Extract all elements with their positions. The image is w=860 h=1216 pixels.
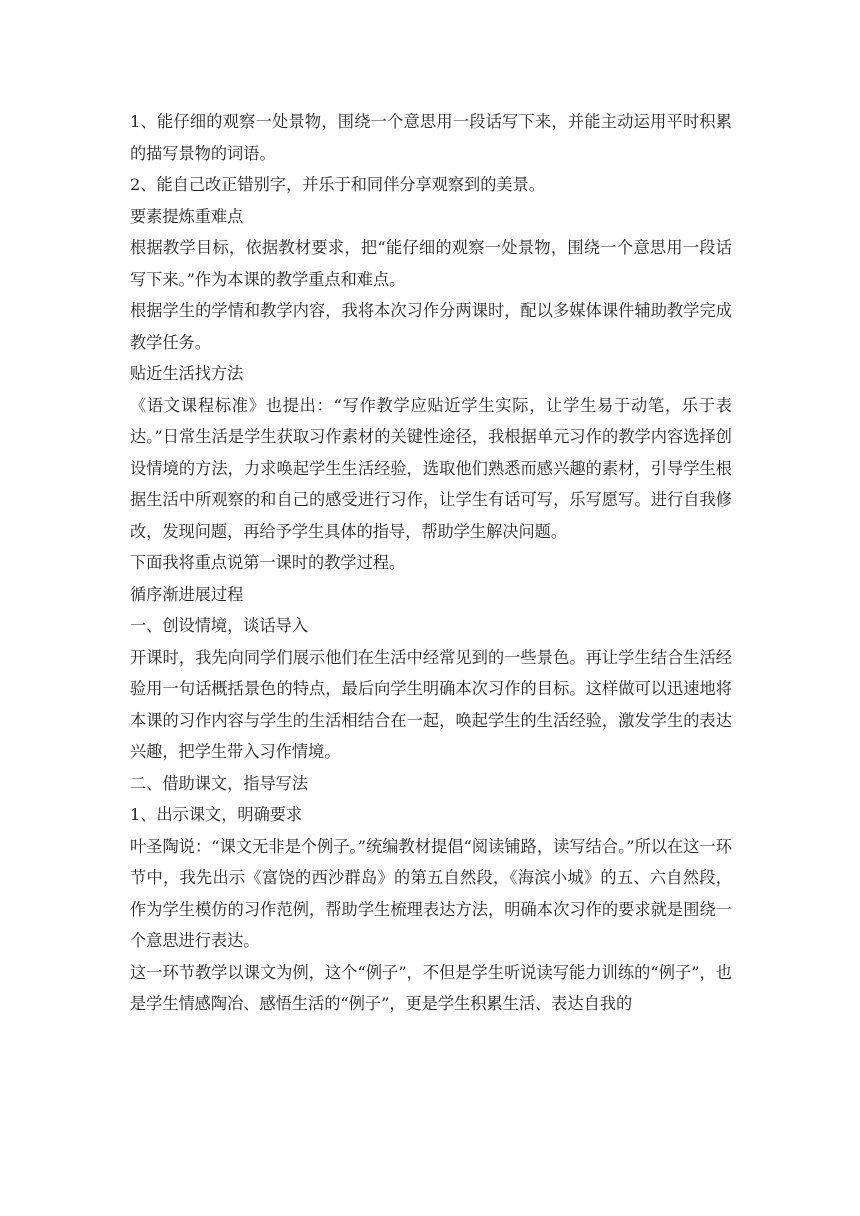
- paragraph-step-1: 开课时，我先向同学们展示他们在生活中经常见到的一些景色。再让学生结合生活经验用一句话概括景色的特点，最后向学生明确本次习作的目标。这样做可以迅速地将本课的习作内容与学生的生活相结合在一起，唤起学生的生活经验，激发学生的表达兴趣，把学生带入习作情境。: [130, 647, 732, 761]
- paragraph-goal-2: 2、能自己改正错别字，并乐于和同伴分享观察到的美景。: [130, 175, 545, 194]
- paragraph-schedule: 根据学生的学情和教学内容，我将本次习作分两课时，配以多媒体课件辅助教学完成教学任务。: [130, 301, 732, 352]
- heading-process: 循序渐进展过程: [130, 584, 244, 604]
- heading-method: 贴近生活找方法: [130, 364, 244, 383]
- heading-step-1: 一、创设情境，谈话导入: [130, 616, 309, 635]
- paragraph-step-2-1: 叶圣陶说：“课文无非是个例子。”统编教材提倡“阅读铺路，读写结合。”所以在这一环节中，我先出示《富饶的西沙群岛》的第五自然段，《海滨小城》的五、六自然段，作为学生模仿的习作范例，帮助学生梳理表达方法，明确本次习作的要求就是围绕一个意思进行表达。: [130, 836, 732, 950]
- paragraph-intro-process: 下面我将重点说第一课时的教学过程。: [130, 553, 406, 572]
- paragraph-method: 《语文课程标准》也提出：“写作教学应贴近学生实际，让学生易于动笔，乐于表达。”日常生活是学生获取习作素材的关键性途径，我根据单元习作的教学内容选择创设情境的方法，力求唤起学生生活经验，选取他们熟悉而感兴趣的素材，引导学生根据生活中所观察的和自己的感受进行习作，让学生有话可写，乐写愿写。进行自我修改，发现问题，再给予学生具体的指导，帮助学生解决问题。: [130, 395, 732, 541]
- heading-step-2: 二、借助课文，指导写法: [130, 773, 309, 793]
- paragraph-goal-1: 1、能仔细的观察一处景物，围绕一个意思用一段话写下来，并能主动运用平时积累的描写景物的词语。: [130, 112, 732, 163]
- paragraph-step-2-summary: 这一环节教学以课文为例，这个“例子”，不但是学生听说读写能力训练的“例子”，也是学生情感陶冶、感悟生活的“例子”，更是学生积累生活、表达自我的: [130, 962, 732, 1013]
- document-body: [130, 106, 732, 1020]
- heading-key-points: 要素提炼重难点: [130, 206, 244, 226]
- heading-step-2-1: 1、出示课文，明确要求: [130, 805, 303, 824]
- paragraph-key-points: 根据教学目标，依据教材要求，把“能仔细的观察一处景物，围绕一个意思用一段话写下来。”作为本课的教学重点和难点。: [130, 238, 732, 289]
